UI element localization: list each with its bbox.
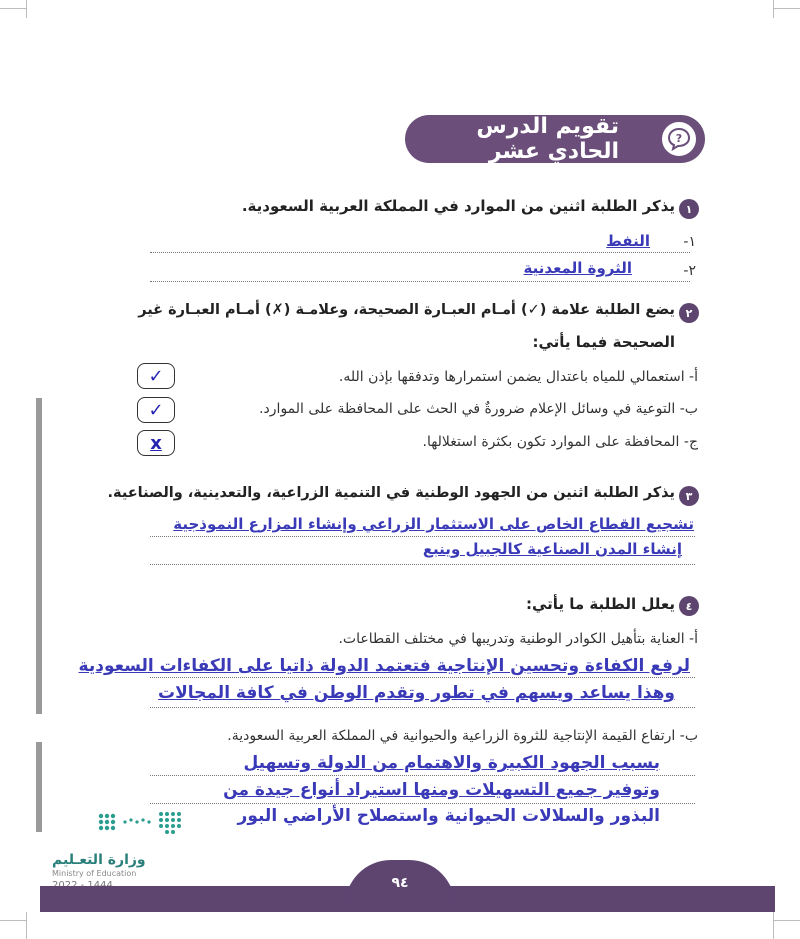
crop-mark bbox=[26, 912, 27, 939]
question-2-text-line-2: الصحيحة فيما يأتي: bbox=[532, 333, 675, 351]
answer-line-3a bbox=[150, 536, 695, 537]
question-3-text: يذكر الطلبة اثنين من الجهود الوطنية في التنمية الزراعية، والتعدينية، والصناعية. bbox=[107, 485, 675, 501]
q3-answer-2: إنشاء المدن الصناعية كالجبيل وينبع bbox=[422, 540, 682, 558]
q4-b-answer-3: البذور والسلالات الحيوانية واستصلاح الأراضي البور bbox=[237, 806, 660, 826]
crop-mark bbox=[773, 912, 774, 939]
answer-line-4b1 bbox=[150, 775, 695, 776]
ministry-name-ar: وزارة التعـليم bbox=[52, 852, 146, 868]
q3-answer-1: تشجيع القطاع الخاص على الاستثمار الزراعي وإنشاء المزارع النموذجية bbox=[173, 515, 694, 533]
answer-mark-box-c: x bbox=[137, 430, 175, 456]
question-number-3: ٣ bbox=[679, 486, 699, 506]
crop-mark bbox=[0, 8, 26, 9]
answer-line-1 bbox=[150, 252, 690, 253]
question-bubble-icon bbox=[659, 119, 699, 159]
q4-b-answer-1: بسبب الجهود الكبيرة والاهتمام من الدولة وتسهيل bbox=[243, 753, 660, 773]
item-b: ب- ارتفاع القيمة الإنتاجية للثروة الزراعية والحيوانية في المملكة العربية السعودية. bbox=[227, 728, 698, 744]
ministry-logo-icon bbox=[95, 808, 187, 842]
answer-mark-box-b: ✓ bbox=[137, 397, 175, 423]
answer-line-4a1 bbox=[150, 677, 695, 678]
svg-text:?: ? bbox=[675, 132, 683, 145]
statement-c: ج- المحافظة على الموارد تكون بكثرة استغلالها. bbox=[422, 434, 698, 450]
answer-line-4b2 bbox=[150, 803, 695, 804]
answer-line-4a2 bbox=[150, 707, 695, 708]
answer-line-1-prefix: ١- bbox=[683, 234, 696, 250]
statement-a: أ- استعمالي للمياه باعتدال يضمن استمرارها وتدفقها بإذن الله. bbox=[338, 369, 698, 385]
crop-mark bbox=[774, 8, 800, 9]
answer-line-2-prefix: ٢- bbox=[683, 263, 696, 279]
question-2-text-line-1: يضع الطلبة علامة (✓) أمـام العبـارة الصحيحة، وعلامـة (✗) أمـام العبـارة غير bbox=[138, 302, 675, 318]
lesson-title-banner bbox=[405, 115, 705, 163]
item-a: أ- العناية بتأهيل الكوادر الوطنية وتدريبها في مختلف القطاعات. bbox=[338, 631, 698, 647]
answer-mark-box-a: ✓ bbox=[137, 363, 175, 389]
page-title: تقويم الدرس الحادي عشر bbox=[476, 114, 619, 164]
q4-b-answer-2: وتوفير جميع التسهيلات ومنها استيراد أنواع جيدة من bbox=[223, 780, 660, 800]
edge-bar bbox=[36, 742, 42, 832]
question-number-4: ٤ bbox=[679, 596, 699, 616]
answer-line-3b bbox=[150, 564, 695, 565]
q1-answer-1: النفط bbox=[606, 232, 650, 250]
q1-answer-2: الثروة المعدنية bbox=[523, 259, 632, 277]
question-number-2: ٢ bbox=[679, 303, 699, 323]
ministry-name-en: Ministry of Education bbox=[52, 869, 137, 878]
crop-mark bbox=[0, 920, 26, 921]
crop-mark bbox=[773, 0, 774, 18]
statement-b: ب- التوعية في وسائل الإعلام ضرورةٌ في الحث على المحافظة على الموارد. bbox=[259, 401, 698, 417]
edge-bar bbox=[36, 398, 42, 714]
question-4-text: يعلل الطلبة ما يأتي: bbox=[526, 595, 675, 613]
answer-line-2 bbox=[150, 281, 690, 282]
q4-a-answer-1: لرفع الكفاءة وتحسين الإنتاجية فتعتمد الدولة ذاتيا على الكفاءات السعودية bbox=[78, 656, 690, 676]
question-1-text: يذكر الطلبة اثنين من الموارد في المملكة العربية السعودية. bbox=[241, 197, 675, 215]
crop-mark bbox=[26, 0, 27, 18]
page-number: ٩٤ bbox=[345, 860, 455, 906]
question-number-1: ١ bbox=[679, 199, 699, 219]
q4-a-answer-2: وهذا يساعد ويسهم في تطور وتقدم الوطن في كافة المجالات bbox=[158, 683, 675, 703]
crop-mark bbox=[774, 920, 800, 921]
